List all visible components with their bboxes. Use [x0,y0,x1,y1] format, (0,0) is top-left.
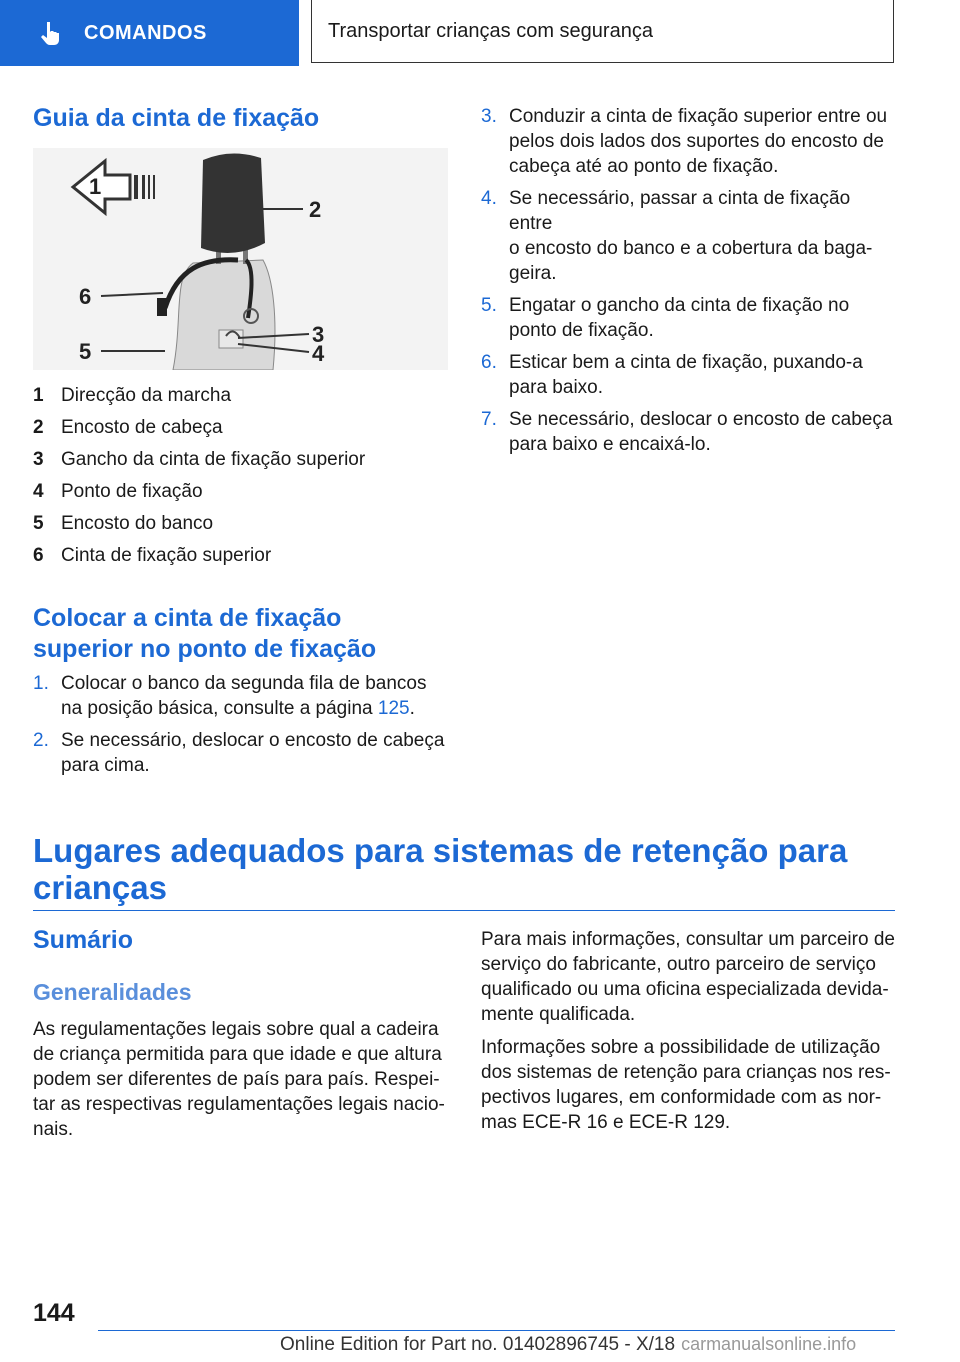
legend-item: 1 Direcção da marcha [33,385,232,406]
chapter-title: Transportar crianças com segurança [328,19,653,42]
figure-label-4: 4 [312,341,325,366]
legend-item: 6 Cinta de fixação superior [33,545,272,566]
figure-label-3: 3 [312,322,325,347]
step-item: 6. Esticar bem a cinta de fixação, puxando-a para baixo. [481,352,863,398]
headrest-diagram [33,148,448,370]
step-item: 7. Se necessário, deslocar o encosto de cabeça para baixo e encaixá-lo. [481,409,893,455]
guide-heading: Guia da cinta de fixação [33,104,320,132]
section-tab [0,0,299,66]
legend-item: 3 Gancho da cinta de fixação superior [33,449,366,470]
step-item: 2. Se necessário, deslocar o encosto de cabeça para cima. [33,730,445,776]
step-item: 4. Se necessário, passar a cinta de fixação entre o encosto do banco e a cobertura da baga- geira. [481,188,873,284]
figure-label-2: 2 [309,197,322,222]
steps-right [481,104,896,464]
figure-label-1: 1 [89,174,102,199]
attach-heading: Colocar a cinta de fixação superior no ponto de fixação [33,604,377,663]
footer-edition: Online Edition for Part no. 01402896745 - X/18 carmanualsonline.info [280,1334,857,1355]
step-item: 3. Conduzir a cinta de fixação superior entre ou pelos dois lados dos suportes do encosto de cabeça até ao ponto de fixação. [481,106,888,177]
footer-rule [98,1330,895,1331]
legend-item: 2 Encosto de cabeça [33,417,223,438]
step-item: 1. Colocar o banco da segunda fila de bancos na posição básica, consulte a página 125. [33,673,427,719]
hand-pointer-icon [38,20,64,46]
general-heading: Generalidades [33,979,192,1005]
info-paragraph: Para mais informações, consultar um parceiro de serviço do fabricante, outro parceiro de serviço qualificado ou uma oficina especializada devida- mente qualificada. [481,929,895,1025]
watermark: carmanualsonline.info [681,1334,857,1354]
page-number: 144 [33,1299,75,1327]
places-heading: Lugares adequados para sistemas de retenção para crianças [33,832,848,906]
general-paragraph: As regulamentações legais sobre qual a cadeira de criança permitida para que idade e que altura podem ser diferentes de país para país. Respei- tar as respectivas regulamentações legais nacio- nais. [33,1019,445,1140]
summary-heading: Sumário [33,926,134,954]
figure-label-5: 5 [79,339,92,364]
legend-item: 5 Encosto do banco [33,513,214,534]
legend-item: 4 Ponto de fixação [33,481,203,502]
figure-label-6: 6 [79,284,92,309]
section-rule [33,910,895,911]
step-item: 5. Engatar o gancho da cinta de fixação no ponto de fixação. [481,295,850,341]
section-label: COMANDOS [84,21,207,44]
info-paragraph: Informações sobre a possibilidade de utilização dos sistemas de retenção para crianças nos res- pectivos lugares, em conformidade com as nor- mas ECE-R 16 e ECE-R 129. [481,1037,891,1133]
steps-left [33,671,448,785]
figure-legend [33,380,448,572]
chapter-title-box [311,0,894,63]
page-reference-link[interactable]: 125 [377,698,410,719]
